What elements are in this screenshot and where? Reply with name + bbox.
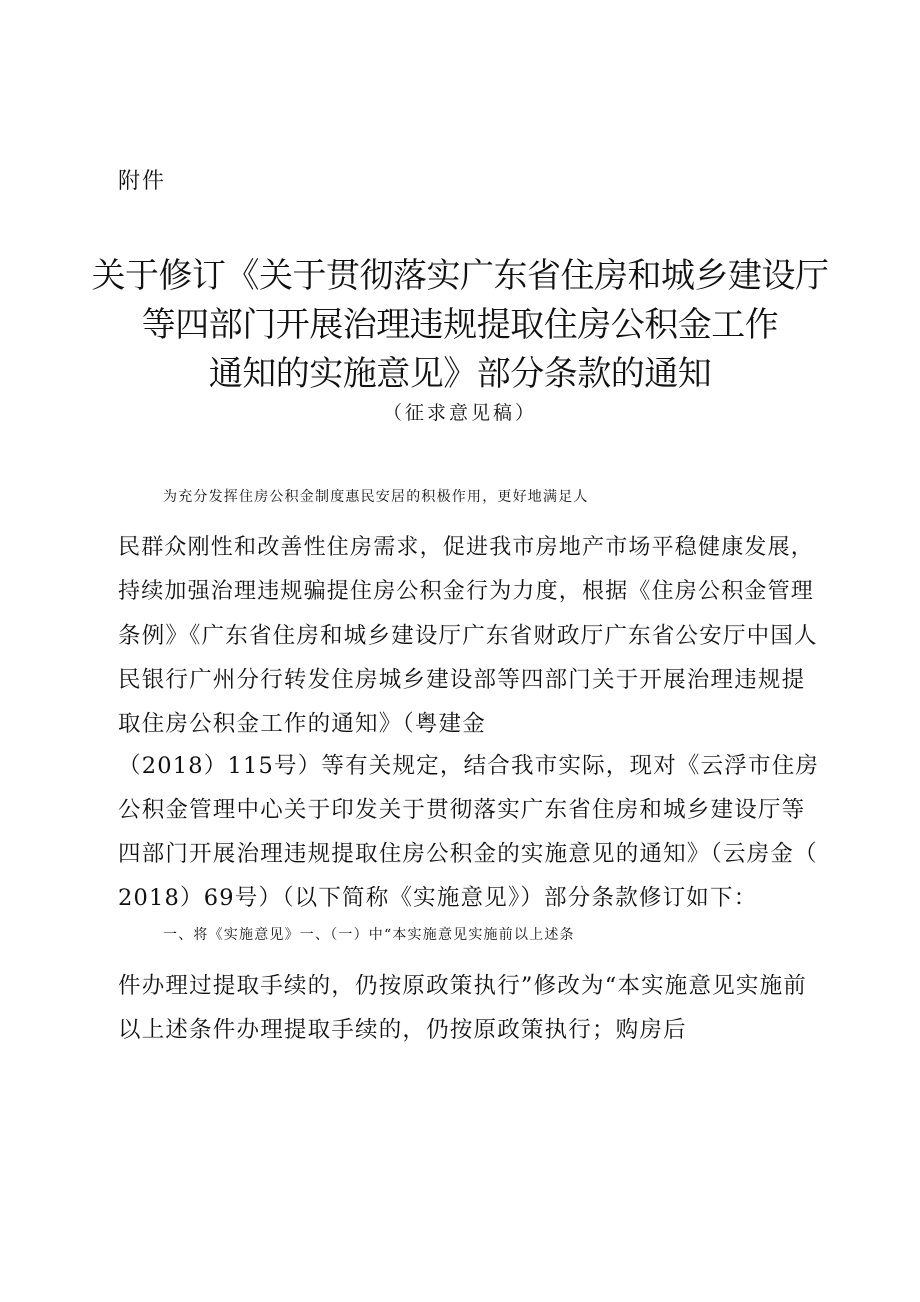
body-line: 件办理过提取手续的，仍按原政策执行”修改为“本实施意见实施前 [118, 973, 808, 999]
title-line-2: 等四部门开展治理违规提取住房公积金工作 [141, 305, 779, 345]
body-line: 取住房公积金工作的通知》（粤建金 [118, 711, 486, 737]
body-line: 为充分发挥住房公积金制度惠民安居的积极作用，更好地满足人 [163, 489, 589, 505]
body-line: 2018）69号）（以下简称《实施意见》）部分条款修订如下： [118, 885, 758, 911]
body-line: 公积金管理中心关于印发关于贯彻落实广东省住房和城乡建设厅等 [118, 797, 806, 823]
body-line: 以上述条件办理提取手续的，仍按原政策执行；购房后 [118, 1017, 687, 1043]
body-line: 民银行广州分行转发住房城乡建设部等四部门关于开展治理违规提 [118, 667, 806, 693]
body-line: 条例》《广东省住房和城乡建设厅广东省财政厅广东省公安厅中国人 [118, 623, 818, 649]
title-line-3: 通知的实施意见》部分条款的通知 [208, 354, 712, 394]
body-line: 四部门开展治理违规提取住房公积金的实施意见的通知》（云房金（ [118, 841, 818, 867]
title-line-1: 关于修订《关于贯彻落实广东省住房和城乡建设厅 [91, 256, 829, 296]
body-line: 持续加强治理违规骗提住房公积金行为力度，根据《住房公积金管理 [118, 579, 815, 604]
draft-subtitle: （征求意见稿） [382, 402, 537, 424]
body-line: （2018）115号）等有关规定，结合我市实际，现对《云浮市住房 [118, 753, 820, 779]
body-line: 一、将《实施意见》一、（一）中“本实施意见实施前以上述条 [163, 927, 575, 943]
body-line: 民群众刚性和改善性住房需求，促进我市房地产市场平稳健康发展， [118, 535, 815, 560]
attachment-label: 附件 [118, 169, 167, 194]
